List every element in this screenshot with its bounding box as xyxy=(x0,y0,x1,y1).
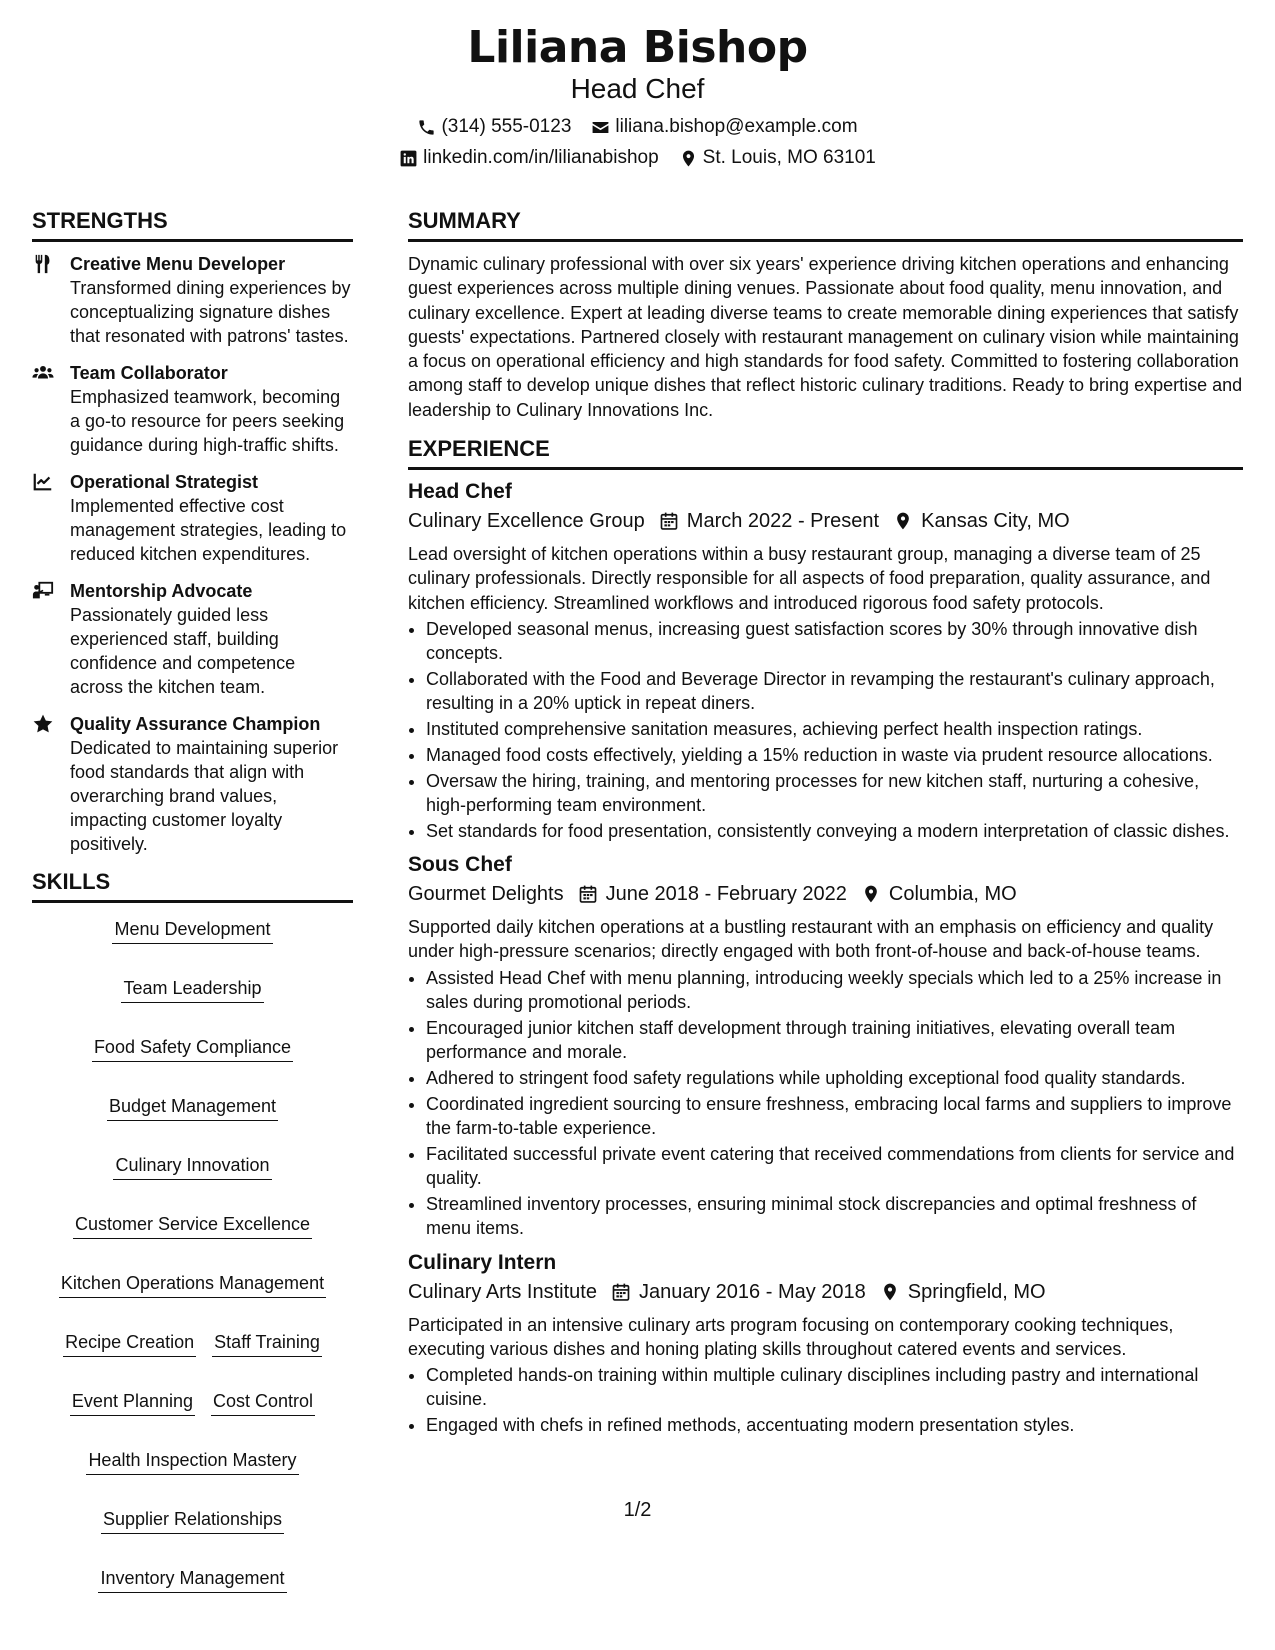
job-dates: January 2016 - May 2018 xyxy=(638,1280,866,1303)
envelope-icon xyxy=(591,118,610,137)
skill-tag: Staff Training xyxy=(212,1330,322,1357)
strength-description: Implemented effective cost management strategies, leading to reduced kitchen expenditures. xyxy=(70,496,347,564)
skill-tag: Supplier Relationships xyxy=(101,1507,284,1534)
skill-tag: Culinary Innovation xyxy=(113,1153,271,1180)
experience-heading: EXPERIENCE xyxy=(408,436,1243,470)
strength-description: Transformed dining experiences by conceptualizing signature dishes that resonated with patrons' tastes. xyxy=(70,278,351,346)
calendar-icon xyxy=(578,884,598,904)
contact-row-1 xyxy=(0,115,1275,139)
skill-tag: Team Leadership xyxy=(121,976,263,1003)
strength-item xyxy=(32,252,353,348)
phone-contact xyxy=(417,115,571,139)
map-pin-icon xyxy=(893,511,913,531)
location-contact xyxy=(679,146,876,170)
strength-title: Mentorship Advocate xyxy=(70,581,253,601)
skills-heading: SKILLS xyxy=(32,869,353,903)
job-bullets xyxy=(408,966,1243,1241)
strengths-list xyxy=(32,252,353,856)
left-column xyxy=(32,208,353,1593)
email-address[interactable]: liliana.bishop@example.com xyxy=(615,116,858,137)
job-bullets xyxy=(408,1363,1243,1437)
job-title: Sous Chef xyxy=(408,853,512,877)
calendar-icon xyxy=(659,511,679,531)
job-bullet: • Managed food costs effectively, yielding a 15% reduction in waste via prudent resource allocations. xyxy=(426,743,1243,767)
candidate-title: Head Chef xyxy=(570,73,705,104)
skill-tag: Budget Management xyxy=(107,1094,278,1121)
strength-description: Passionately guided less experienced staff, building confidence and competence across the kitchen team. xyxy=(70,605,296,697)
skill-tag: Event Planning xyxy=(70,1389,195,1416)
strength-title: Creative Menu Developer xyxy=(70,254,286,274)
company-name: Gourmet Delights xyxy=(408,883,564,906)
job-dates: June 2018 - February 2022 xyxy=(605,883,847,906)
skill-tag: Kitchen Operations Management xyxy=(59,1271,326,1298)
job-description: Participated in an intensive culinary arts program focusing on contemporary cooking techniques, executing various dishes and honing plating skills throughout catered events and services. xyxy=(408,1314,1174,1359)
page-number: 1/2 xyxy=(623,1499,652,1521)
job-bullets xyxy=(408,617,1243,843)
job-location: Springfield, MO xyxy=(907,1280,1046,1303)
star-icon xyxy=(32,713,54,735)
linkedin-contact[interactable] xyxy=(399,146,659,170)
job-bullet: • Engaged with chefs in refined methods, accentuating modern presentation styles. xyxy=(426,1413,1243,1437)
map-pin-icon xyxy=(880,1282,900,1302)
contact-row-2 xyxy=(0,146,1275,170)
skill-tag: Food Safety Compliance xyxy=(92,1035,293,1062)
job-title: Head Chef xyxy=(408,480,512,504)
location-text: St. Louis, MO 63101 xyxy=(702,147,876,168)
job-description: Supported daily kitchen operations at a bustling restaurant with an emphasis on efficiency and quality under high-pressure scenarios; directly engaged with both front-of-house and back-of-house teams. xyxy=(408,917,1214,962)
calendar-icon xyxy=(611,1282,631,1302)
map-pin-icon xyxy=(679,149,698,168)
strength-title: Quality Assurance Champion xyxy=(70,714,321,734)
job-meta xyxy=(408,1278,1243,1306)
job-dates: March 2022 - Present xyxy=(686,510,880,533)
skills-list xyxy=(32,913,353,1593)
skill-tag: Cost Control xyxy=(211,1389,315,1416)
strength-description: Emphasized teamwork, becoming a go-to resource for peers seeking guidance during high-traffic shifts. xyxy=(70,387,345,455)
job-description: Lead oversight of kitchen operations within a busy restaurant group, managing a diverse team of 25 culinary professionals. Directly responsible for all aspects of food preparation, quality assurance, and kitchen efficiency. Streamlined workflows and introduced rigorous food safety protocols. xyxy=(408,544,1211,613)
job-meta xyxy=(408,507,1243,535)
right-column xyxy=(408,208,1243,1593)
skill-tag: Menu Development xyxy=(112,917,272,944)
chalkboard-teacher-icon xyxy=(32,580,54,602)
job-location: Kansas City, MO xyxy=(921,510,1070,533)
phone-icon xyxy=(417,118,436,137)
resume-header xyxy=(0,0,1275,170)
strength-item xyxy=(32,579,353,699)
job-bullet: • Streamlined inventory processes, ensuring minimal stock discrepancies and optimal freshness of menu items. xyxy=(426,1192,1243,1241)
company-name: Culinary Excellence Group xyxy=(408,510,645,533)
resume-body xyxy=(32,208,1243,1593)
linkedin-icon xyxy=(399,149,418,168)
strength-item xyxy=(32,712,353,856)
candidate-name: Liliana Bishop xyxy=(467,22,808,73)
strength-item xyxy=(32,470,353,566)
phone-number: (314) 555-0123 xyxy=(441,116,572,137)
job-bullet: • Assisted Head Chef with menu planning, introducing weekly specials which led to a 25% increase in sales during promotional periods. xyxy=(426,966,1243,1015)
job-entry xyxy=(408,1249,1243,1438)
strength-title: Team Collaborator xyxy=(70,363,228,383)
job-meta xyxy=(408,880,1243,908)
job-bullet: • Completed hands-on training within multiple culinary disciplines including pastry and international cuisine. xyxy=(426,1363,1243,1412)
summary-heading: SUMMARY xyxy=(408,208,1243,242)
job-bullet: • Set standards for food presentation, consistently conveying a modern interpretation of classic dishes. xyxy=(426,819,1243,843)
skill-tag: Customer Service Excellence xyxy=(73,1212,312,1239)
job-bullet: • Instituted comprehensive sanitation measures, achieving perfect health inspection ratings. xyxy=(426,717,1243,741)
summary-text: Dynamic culinary professional with over six years' experience driving kitchen operations and enhancing guest experiences across multiple dining venues. Passionate about food quality, menu innovation, and culinary excellence. Expert at leading diverse teams to create memorable dining experiences that satisfy guests' expectations. Partnered closely with restaurant management on culinary vision while maintaining a focus on operational efficiency and high standards for food safety. Committed to fostering collaboration among staff to develop unique dishes that reflect historic culinary traditions. Ready to bring expertise and leadership to Culinary Innovations Inc. xyxy=(408,254,1243,420)
linkedin-url[interactable]: linkedin.com/in/lilianabishop xyxy=(423,147,659,168)
strengths-heading: STRENGTHS xyxy=(32,208,353,242)
skill-tag: Health Inspection Mastery xyxy=(86,1448,298,1475)
job-entry xyxy=(408,478,1243,843)
job-bullet: • Encouraged junior kitchen staff development through training initiatives, elevating overall team performance and morale. xyxy=(426,1016,1243,1065)
job-location: Columbia, MO xyxy=(888,883,1017,906)
utensils-icon xyxy=(32,253,54,275)
email-contact[interactable] xyxy=(591,115,857,139)
company-name: Culinary Arts Institute xyxy=(408,1280,597,1303)
job-bullet: • Facilitated successful private event catering that received commendations from clients for service and quality. xyxy=(426,1142,1243,1191)
strength-title: Operational Strategist xyxy=(70,472,259,492)
skill-tag: Recipe Creation xyxy=(63,1330,196,1357)
job-bullet: • Oversaw the hiring, training, and mentoring processes for new kitchen staff, nurturing a cohesive, high-performing team environment. xyxy=(426,769,1243,818)
job-bullet: • Adhered to stringent food safety regulations while upholding exceptional food quality standards. xyxy=(426,1066,1243,1090)
strength-item xyxy=(32,361,353,457)
job-entry xyxy=(408,851,1243,1240)
skill-tag: Inventory Management xyxy=(98,1566,286,1593)
job-bullet: • Developed seasonal menus, increasing guest satisfaction scores by 30% through innovative dish concepts. xyxy=(426,617,1243,666)
map-pin-icon xyxy=(861,884,881,904)
job-title: Culinary Intern xyxy=(408,1250,557,1274)
strength-description: Dedicated to maintaining superior food standards that align with overarching brand values, impacting customer loyalty positively. xyxy=(70,738,339,854)
users-icon xyxy=(32,362,54,384)
job-bullet: • Collaborated with the Food and Beverage Director in revamping the restaurant's culinary approach, resulting in a 20% uptick in repeat diners. xyxy=(426,667,1243,716)
job-bullet: • Coordinated ingredient sourcing to ensure freshness, embracing local farms and suppliers to improve the farm-to-table experience. xyxy=(426,1092,1243,1141)
chart-line-icon xyxy=(32,471,54,493)
